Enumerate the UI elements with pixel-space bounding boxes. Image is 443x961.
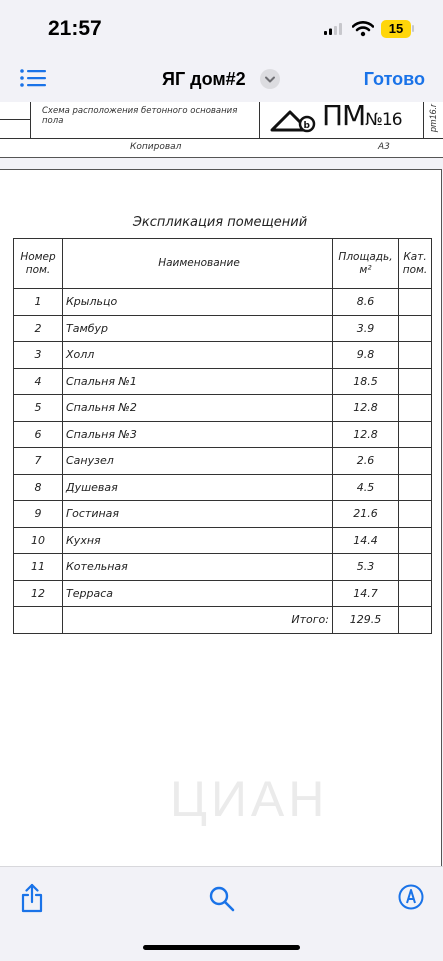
header-category (399, 239, 432, 289)
sheet-code-number: №16 (365, 110, 402, 130)
row-number: 6 (14, 421, 63, 448)
home-indicator (143, 945, 300, 950)
drawing-sheet (0, 169, 442, 866)
row-number: 11 (14, 554, 63, 581)
row-category (399, 395, 432, 422)
table-row (14, 554, 432, 581)
total-label: Итого: (63, 607, 333, 634)
row-category (399, 448, 432, 475)
list-icon[interactable] (20, 68, 46, 88)
row-name: Душевая (63, 474, 333, 501)
cellular-signal-icon (324, 23, 344, 35)
total-category-cell (399, 607, 432, 634)
search-icon[interactable] (208, 885, 236, 913)
row-number: 12 (14, 580, 63, 607)
row-category (399, 289, 432, 316)
table-title: Экспликация помещений (132, 215, 308, 230)
row-number: 1 (14, 289, 63, 316)
total-value: 129.5 (333, 607, 399, 634)
document-title[interactable]: ЯГ дом#2 (162, 69, 246, 89)
clock: 21:57 (48, 17, 102, 40)
row-area: 14.7 (333, 580, 399, 607)
table-row (14, 474, 432, 501)
status-bar (0, 0, 443, 56)
stamp-description: Схема расположения бетонного основания пола (30, 102, 260, 138)
row-name: Санузел (63, 448, 333, 475)
sheet-code (322, 102, 402, 132)
row-number: 7 (14, 448, 63, 475)
row-name: Спальня №3 (63, 421, 333, 448)
sheet-code-letters: ПМ (322, 102, 366, 132)
done-button[interactable]: Готово (363, 69, 425, 89)
rooms-table (13, 238, 432, 634)
row-area: 8.6 (333, 289, 399, 316)
table-row (14, 448, 432, 475)
row-number: 2 (14, 315, 63, 342)
row-name: Крыльцо (63, 289, 333, 316)
header-area-line2: м² (359, 263, 372, 276)
wifi-icon (352, 21, 374, 37)
table-row (14, 289, 432, 316)
stamp-side-text: pm16.r (428, 103, 438, 132)
stamp-row (0, 102, 443, 139)
table-row (14, 421, 432, 448)
row-area: 9.8 (333, 342, 399, 369)
table-row (14, 368, 432, 395)
row-name: Холл (63, 342, 333, 369)
row-number: 9 (14, 501, 63, 528)
table-row (14, 315, 432, 342)
row-area: 18.5 (333, 368, 399, 395)
row-name: Гостиная (63, 501, 333, 528)
row-category (399, 527, 432, 554)
header-category-line1: Кат. (403, 250, 427, 263)
svg-text:b: b (303, 121, 310, 131)
row-name: Спальня №1 (63, 368, 333, 395)
row-area: 12.8 (333, 421, 399, 448)
row-area: 21.6 (333, 501, 399, 528)
row-area: 12.8 (333, 395, 399, 422)
row-number: 4 (14, 368, 63, 395)
stamp-left-cells (0, 102, 31, 138)
row-number: 3 (14, 342, 63, 369)
row-name: Терраса (63, 580, 333, 607)
row-category (399, 554, 432, 581)
watermark: ЦИАН (170, 771, 329, 827)
chevron-down-icon[interactable] (260, 69, 280, 89)
row-name: Тамбур (63, 315, 333, 342)
markup-icon[interactable] (398, 884, 424, 910)
row-category (399, 315, 432, 342)
row-number: 8 (14, 474, 63, 501)
row-area: 14.4 (333, 527, 399, 554)
row-name: Спальня №2 (63, 395, 333, 422)
table-row (14, 527, 432, 554)
row-category (399, 474, 432, 501)
house-logo-icon (270, 102, 320, 136)
header-number-line2: пом. (25, 263, 51, 276)
table-row (14, 501, 432, 528)
header-name: Наименование (63, 239, 333, 289)
header-area (333, 239, 399, 289)
copied-label: Копировал (130, 142, 182, 152)
total-row (14, 607, 432, 634)
battery-indicator: 15 (381, 20, 411, 38)
table-row (14, 395, 432, 422)
header-area-line1: Площадь, (338, 250, 393, 263)
total-empty-cell (14, 607, 63, 634)
row-area: 5.3 (333, 554, 399, 581)
row-number: 10 (14, 527, 63, 554)
row-name: Кухня (63, 527, 333, 554)
navigation-bar (0, 56, 443, 102)
row-category (399, 342, 432, 369)
share-icon[interactable] (20, 883, 44, 913)
header-category-line2: пом. (402, 263, 428, 276)
format-label: А3 (378, 142, 390, 152)
row-area: 2.6 (333, 448, 399, 475)
table-header-row (14, 239, 432, 289)
row-category (399, 368, 432, 395)
row-number: 5 (14, 395, 63, 422)
row-category (399, 580, 432, 607)
row-area: 4.5 (333, 474, 399, 501)
bottom-toolbar (0, 866, 443, 961)
row-category (399, 421, 432, 448)
battery-tip (412, 25, 414, 32)
row-area: 3.9 (333, 315, 399, 342)
header-number-line1: Номер (20, 250, 56, 263)
row-category (399, 501, 432, 528)
table-row (14, 342, 432, 369)
drawing-stamp (0, 102, 443, 158)
row-name: Котельная (63, 554, 333, 581)
table-row (14, 580, 432, 607)
header-number (14, 239, 63, 289)
